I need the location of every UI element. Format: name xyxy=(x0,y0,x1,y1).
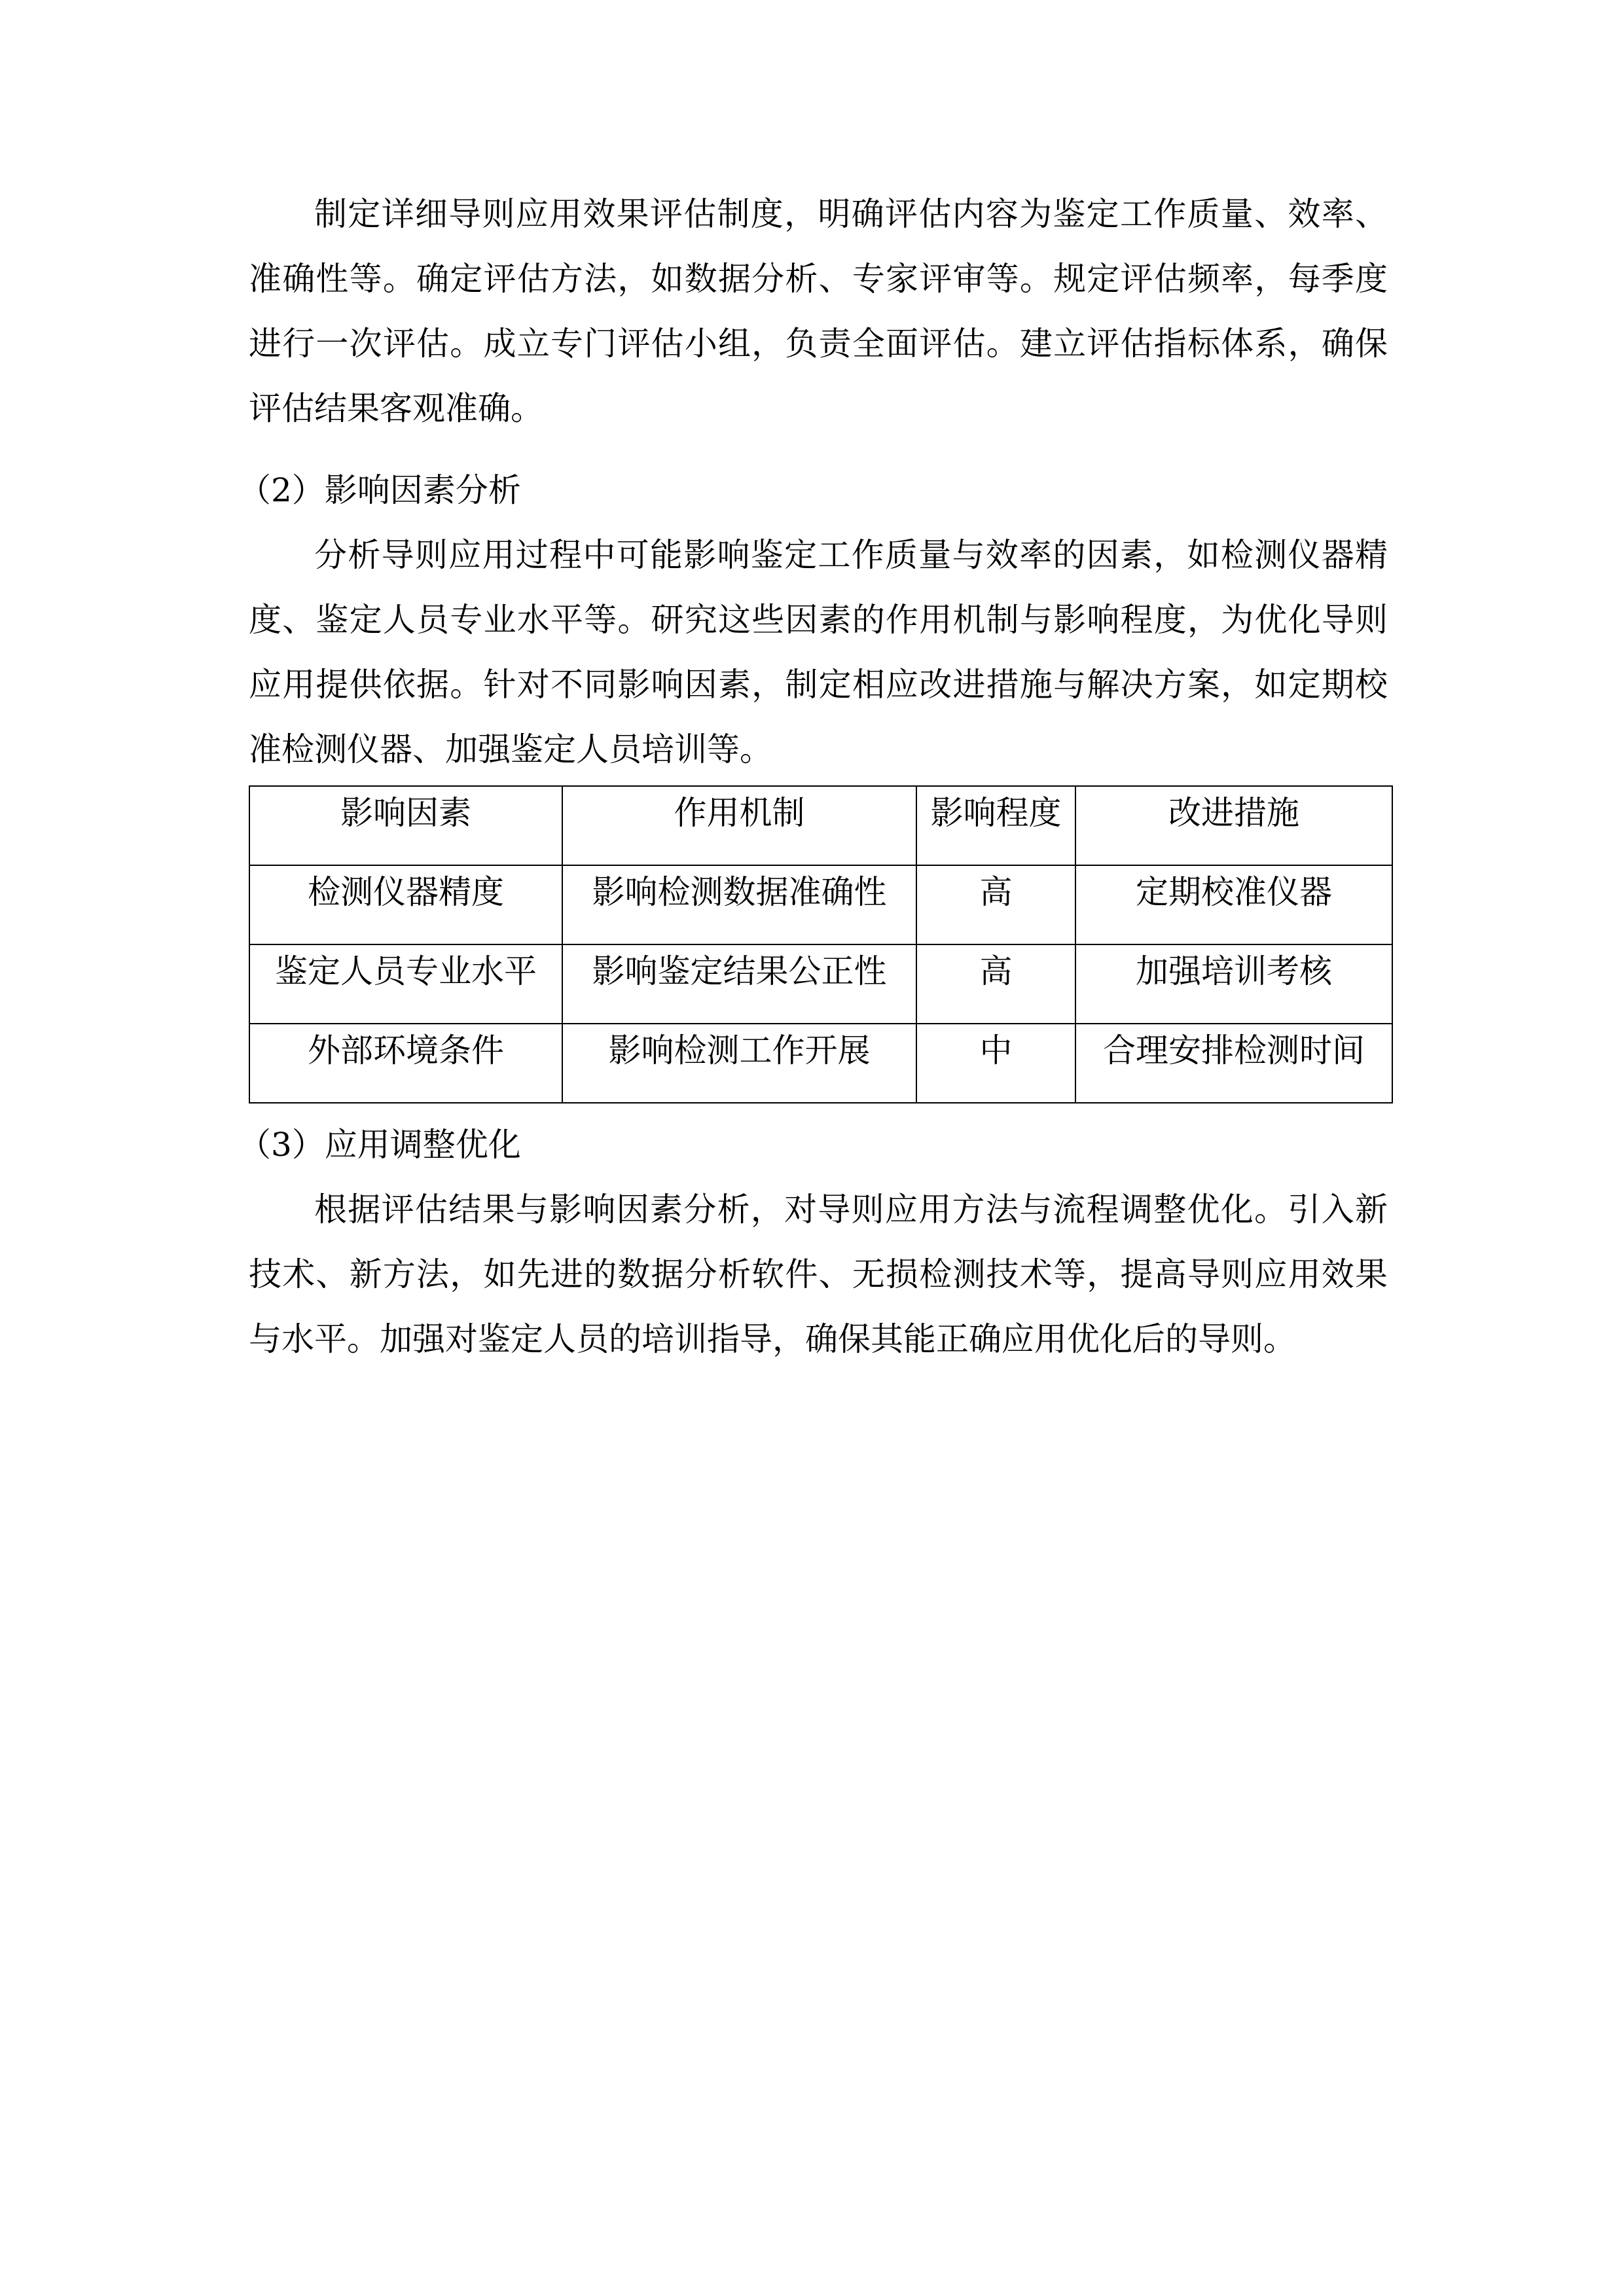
table-cell: 定期校准仪器 xyxy=(1075,865,1392,944)
table-row xyxy=(249,865,1392,944)
table-cell: 高 xyxy=(916,944,1075,1024)
table-header-cell: 影响程度 xyxy=(916,786,1075,865)
factor-table xyxy=(249,785,1393,1103)
paragraph-adjustment: 根据评估结果与影响因素分析，对导则应用方法与流程调整优化。引入新技术、新方法，如先进的数据分析软件、无损检测技术等，提高导则应用效果与水平。加强对鉴定人员的培训指导，确保其能正确应用优化后的导则。 xyxy=(249,1191,1388,1358)
table-header-cell: 改进措施 xyxy=(1075,786,1392,865)
table-cell: 合理安排检测时间 xyxy=(1075,1024,1392,1103)
table-header-cell: 影响因素 xyxy=(249,786,562,865)
paragraph-factor-analysis: 分析导则应用过程中可能影响鉴定工作质量与效率的因素，如检测仪器精度、鉴定人员专业水平等。研究这些因素的作用机制与影响程度，为优化导则应用提供依据。针对不同影响因素，制定相应改进措施与解决方案，如定期校准检测仪器、加强鉴定人员培训等。 xyxy=(249,536,1388,768)
section-heading-adjustment: （3）应用调整优化 xyxy=(238,1126,521,1164)
table-cell: 影响检测工作开展 xyxy=(562,1024,916,1103)
table-row xyxy=(249,944,1392,1024)
table-cell: 中 xyxy=(916,1024,1075,1103)
section-heading-factor-analysis: （2）影响因素分析 xyxy=(238,471,521,509)
table-cell: 外部环境条件 xyxy=(249,1024,562,1103)
table-cell: 检测仪器精度 xyxy=(249,865,562,944)
table-cell: 影响检测数据准确性 xyxy=(562,865,916,944)
table-cell: 鉴定人员专业水平 xyxy=(249,944,562,1024)
table-cell: 高 xyxy=(916,865,1075,944)
paragraph-evaluation-system: 制定详细导则应用效果评估制度，明确评估内容为鉴定工作质量、效率、准确性等。确定评估方法，如数据分析、专家评审等。规定评估频率，每季度进行一次评估。成立专门评估小组，负责全面评估。建立评估指标体系，确保评估结果客观准确。 xyxy=(249,195,1388,427)
table-header-row xyxy=(249,786,1392,865)
table-row xyxy=(249,1024,1392,1103)
table-cell: 影响鉴定结果公正性 xyxy=(562,944,916,1024)
table-cell: 加强培训考核 xyxy=(1075,944,1392,1024)
table-header-cell: 作用机制 xyxy=(562,786,916,865)
